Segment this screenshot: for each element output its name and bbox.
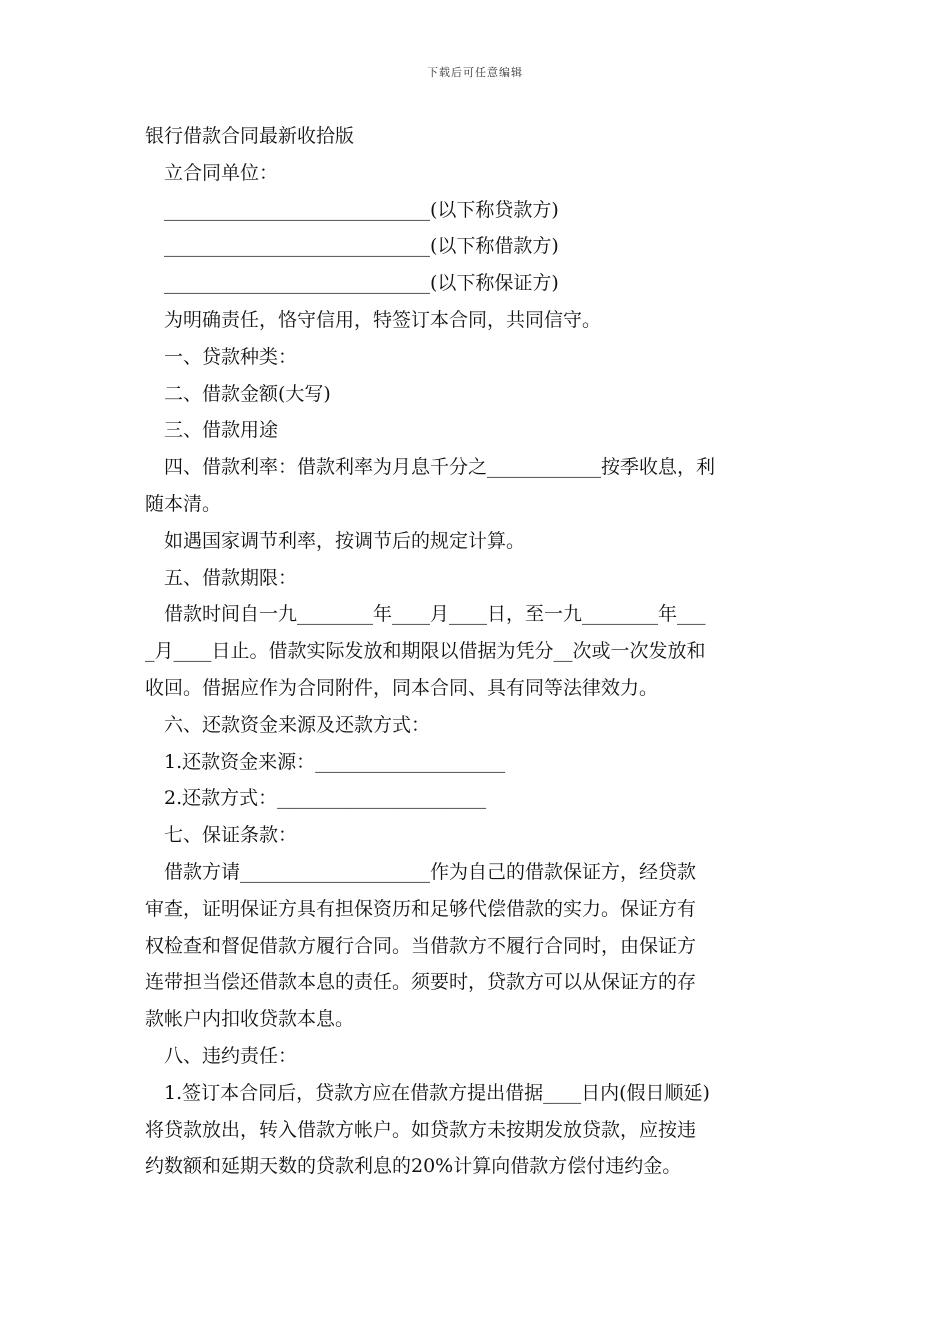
section-8-line-1: 1.签订本合同后，贷款方应在借款方提出借据____日内(假日顺延) (164, 1081, 710, 1104)
section-6-item-1: 1.还款资金来源：____________________ (164, 750, 506, 773)
section-7-line-2: 审查，证明保证方具有担保资历和足够代偿借款的实力。保证方有 (145, 897, 697, 920)
section-5-line-2: _月____日止。借款实际发放和期限以借据为凭分__次或一次发放和 (145, 640, 706, 663)
section-8-heading: 八、违约责任： (164, 1044, 298, 1067)
section-8-line-3: 约数额和延期天数的贷款利息的20%计算向借款方偿付违约金。 (145, 1155, 682, 1178)
section-5-heading: 五、借款期限： (164, 566, 298, 589)
section-7-line-1: 借款方请____________________作为自己的借款保证方，经贷款 (164, 860, 697, 883)
section-6-item-2: 2.还款方式：______________________ (164, 787, 487, 810)
section-5-line-1: 借款时间自一九________年____月____日，至一九________年___ (164, 603, 706, 626)
party-lender-line: ____________________________(以下称贷款方) (164, 198, 559, 221)
section-4-line-2: 随本清。 (145, 492, 222, 515)
party-borrower-line: ____________________________(以下称借款方) (164, 235, 559, 258)
document-body (145, 118, 810, 1185)
section-7-line-5: 款帐户内扣收贷款本息。 (145, 1008, 355, 1031)
section-2-heading: 二、借款金额(大写) (164, 382, 331, 405)
section-7-line-3: 权检查和督促借款方履行合同。当借款方不履行合同时，由保证方 (145, 934, 697, 957)
section-1-heading: 一、贷款种类： (164, 345, 298, 368)
section-7-heading: 七、保证条款： (164, 824, 298, 847)
section-7-line-4: 连带担当偿还借款本息的责任。须要时，贷款方可以从保证方的存 (145, 971, 697, 994)
section-3-heading: 三、借款用途 (164, 419, 279, 442)
party-label: 立合同单位： (164, 161, 279, 184)
intro-paragraph: 为明确责任，恪守信用，特签订本合同，共同信守。 (164, 308, 602, 331)
section-5-line-3: 收回。借据应作为合同附件，同本合同、具有同等法律效力。 (145, 676, 659, 699)
section-4-line-1: 四、借款利率：借款利率为月息千分之____________按季收息，利 (164, 456, 716, 479)
page-header-note: 下载后可任意编辑 (427, 66, 523, 79)
document-title: 银行借款合同最新收拾版 (145, 125, 355, 147)
section-8-line-2: 将贷款放出，转入借款方帐户。如贷款方未按期发放贷款，应按违 (145, 1118, 697, 1141)
section-4-note: 如遇国家调节利率，按调节后的规定计算。 (164, 529, 526, 552)
party-guarantor-line: ____________________________(以下称保证方) (164, 272, 559, 295)
section-6-heading: 六、还款资金来源及还款方式： (164, 713, 431, 736)
